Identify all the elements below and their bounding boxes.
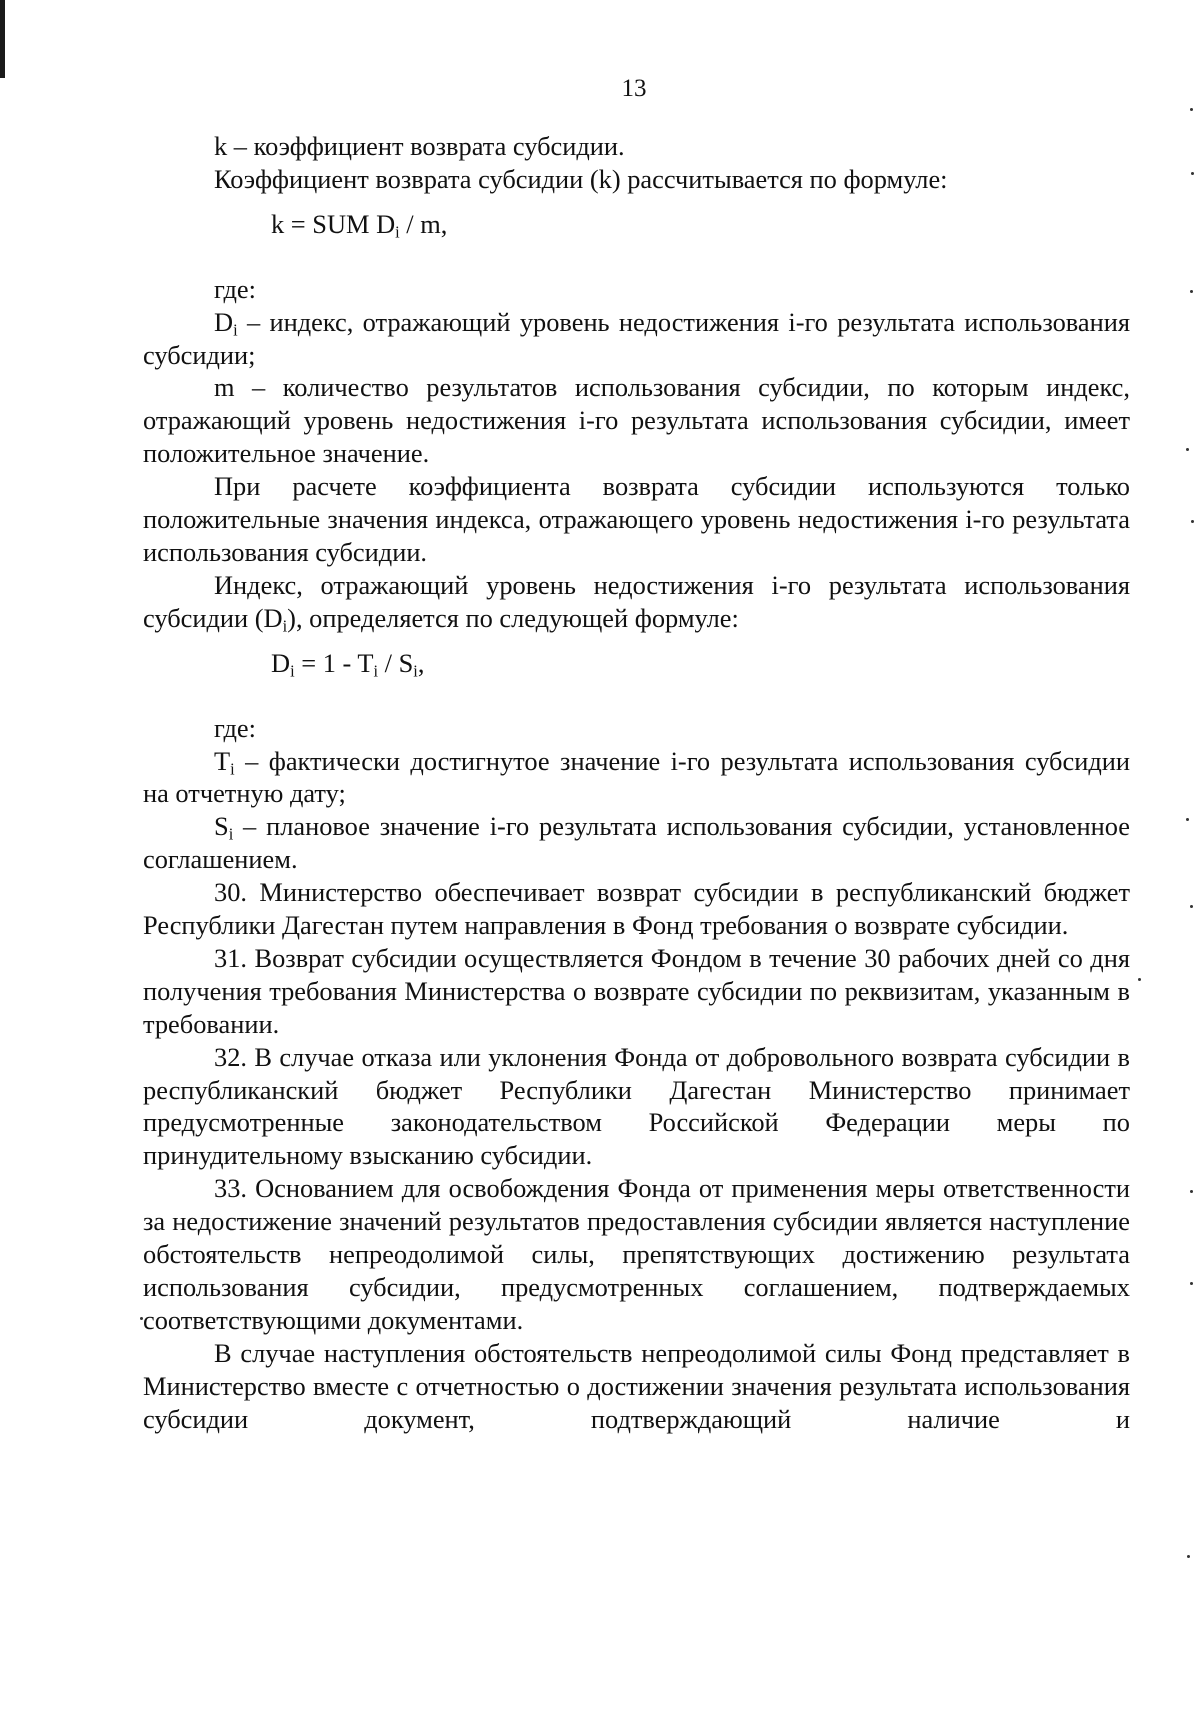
ti-definition-text: фактически достигнутое значение i-го результата использования субсидии на отчетную дату; (143, 745, 1130, 809)
formula-di-t-subscript: i (373, 661, 379, 681)
di-definition-text: индекс, отражающий уровень недостижения i-го результата использования субсидии; (143, 306, 1131, 370)
page-number: 13 (621, 75, 647, 102)
symbol-t-subscript: i (230, 759, 235, 779)
scan-speck (1190, 290, 1193, 293)
symbol-d-subscript: i (233, 320, 238, 340)
formula-di-end: , (417, 647, 425, 678)
where-label-1: где: (214, 273, 256, 304)
formula-di-s-subscript: i (413, 661, 418, 681)
di-definition (143, 306, 1130, 372)
symbol-t: T (214, 745, 231, 776)
scan-speck (1187, 1555, 1190, 1558)
dash: – (233, 811, 267, 842)
symbol-d: D (214, 306, 234, 337)
positive-values-note: При расчете коэффициента возврата субсидии используются только положительные значения индекса, отражающего уровень недостижения i-го результата использования субсидии. (143, 471, 1130, 567)
index-intro (143, 569, 1130, 635)
formula-di-slash: / S (378, 647, 414, 678)
index-intro-subscript: i (282, 616, 288, 636)
scan-speck (1190, 1282, 1193, 1285)
scan-speck (1190, 905, 1193, 908)
paragraph-31: 31. Возврат субсидии осуществляется Фондом в течение 30 рабочих дней со дня получения требования Министерства о возврате субсидии по реквизитам, указанным в требовании. (143, 942, 1130, 1039)
formula-k-subscript: i (395, 222, 400, 242)
formula-k (143, 208, 1130, 241)
k-formula-intro: Коэффициент возврата субсидии (k) рассчитывается по формуле: (214, 163, 948, 194)
scan-speck (1186, 818, 1189, 821)
symbol-s: S (214, 811, 229, 842)
formula-di-d-subscript: i (290, 661, 295, 681)
paragraph-30: 30. Министерство обеспечивает возврат субсидии в республиканский бюджет Республики Дагестан путем направления в Фонд требования о возврате субсидии. (143, 877, 1130, 941)
symbol-s-subscript: i (228, 824, 234, 844)
m-definition: m – количество результатов использования субсидии, по которым индекс, отражающий уровень недостижения i-го результата использования субсидии, имеет положительное значение. (143, 372, 1130, 469)
k-definition: k – коэффициент возврата субсидии. (214, 131, 625, 161)
formula-di (143, 647, 1130, 680)
dash: – (234, 745, 269, 776)
paragraph-33: 33. Основанием для освобождения Фонда от применения меры ответственности за недостижение значений результатов предоставления субсидии является наступление обстоятельств непреодолимой силы, препятствующих достижению результата использования субсидии, предусмотренных соглашением, подтверждаемых соответствующими документами. (143, 1173, 1130, 1335)
index-intro-text: Индекс, отражающий уровень недостижения i-го результата использования субсидии (D (143, 569, 1130, 633)
ti-definition (143, 745, 1130, 811)
formula-di-mid: = 1 - T (294, 647, 374, 678)
formula-k-rhs: / m, (399, 208, 448, 239)
paragraph-force-majeure: В случае наступления обстоятельств непреодолимой силы Фонд представляет в Министерство вместе с отчетностью о достижении значения результата использования субсидии документ, подтверждающий наличие и (143, 1337, 1130, 1434)
scan-speck (1190, 1190, 1193, 1193)
si-definition-text: плановое значение i-го результата использования субсидии, установленное соглашением. (143, 811, 1130, 875)
scan-speck (1138, 978, 1141, 981)
scan-speck (1191, 172, 1194, 175)
formula-k-lhs: k = SUM D (271, 208, 396, 239)
si-definition (143, 810, 1130, 876)
dash: – (237, 306, 270, 337)
document-body (143, 130, 1130, 1436)
scan-edge-mark (0, 0, 5, 78)
scan-speck (1191, 520, 1194, 523)
formula-di-d: D (271, 647, 291, 678)
scan-speck (1186, 448, 1189, 451)
where-label-2: где: (214, 712, 256, 743)
paragraph-32: 32. В случае отказа или уклонения Фонда от добровольного возврата субсидии в республиканский бюджет Республики Дагестан Министерство принимает предусмотренные законодательством Российской Федерации меры по принудительному взысканию субсидии. (143, 1041, 1130, 1171)
scan-speck (1190, 108, 1193, 111)
scan-speck (140, 1317, 143, 1320)
index-intro-end: ), определяется по следующей формуле: (287, 602, 739, 633)
